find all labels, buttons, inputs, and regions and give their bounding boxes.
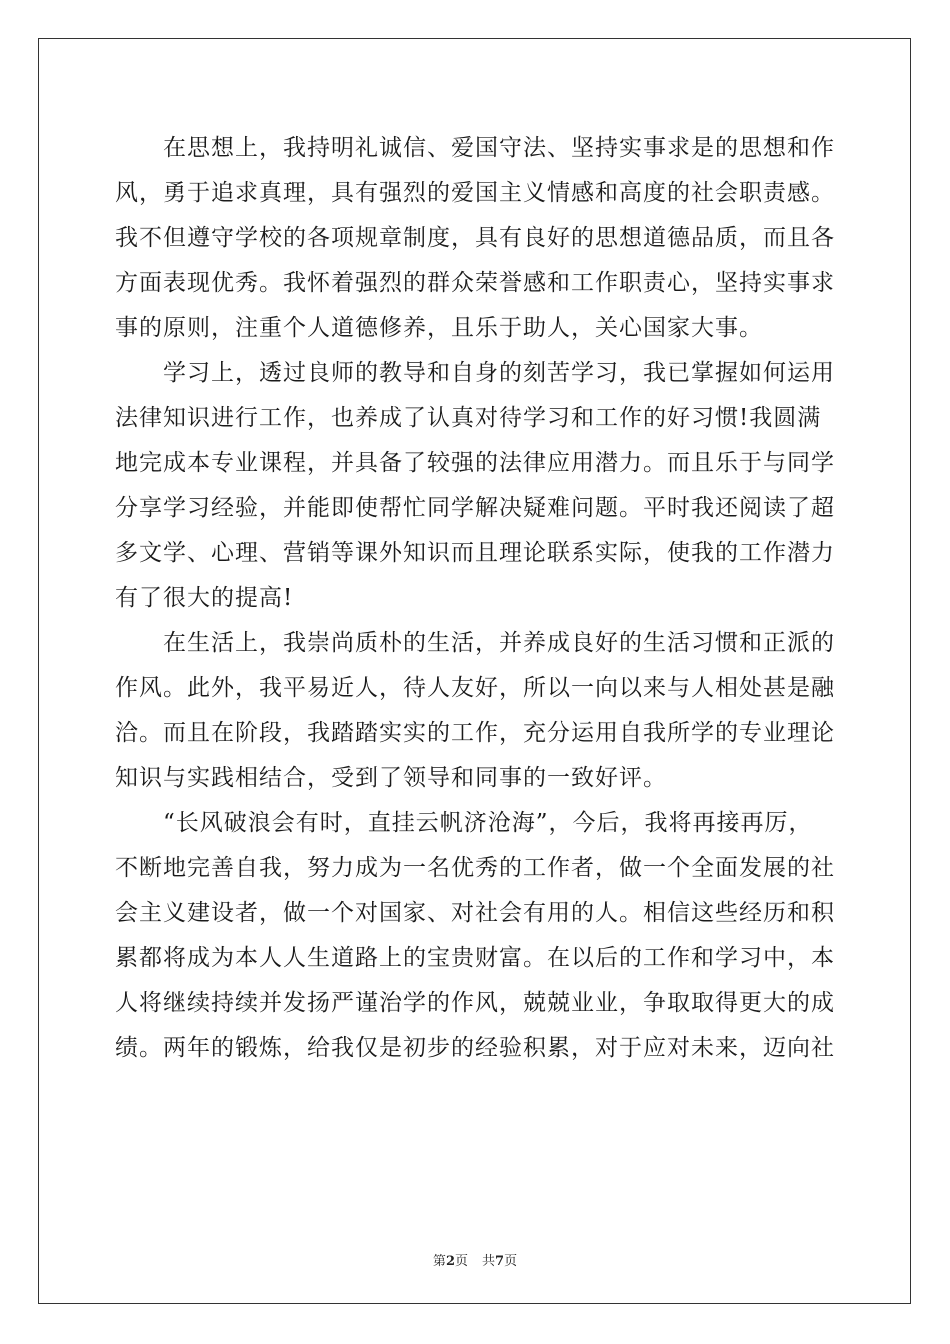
paragraph-line: 多文学、心理、营销等课外知识而且理论联系实际，使我的工作潜力 bbox=[115, 540, 835, 566]
paragraph-line: 会主义建设者，做一个对国家、对社会有用的人。相信这些经历和积 bbox=[115, 900, 835, 926]
paragraph-line: 在生活上，我崇尚质朴的生活，并养成良好的生活习惯和正派的 bbox=[163, 630, 835, 656]
paragraph-line: 累都将成为本人人生道路上的宝贵财富。在以后的工作和学习中，本 bbox=[115, 945, 835, 971]
paragraph-line: 在思想上，我持明礼诚信、爱国守法、坚持实事求是的思想和作 bbox=[163, 135, 835, 161]
document-body bbox=[115, 126, 835, 1071]
paragraph-line: 法律知识进行工作，也养成了认真对待学习和工作的好习惯!我圆满 bbox=[115, 405, 822, 431]
paragraph-line: “长风破浪会有时，直挂云帆济沧海”，今后，我将再接再厉， bbox=[163, 810, 813, 836]
paragraph-line: 洽。而且在阶段，我踏踏实实的工作，充分运用自我所学的专业理论 bbox=[115, 720, 835, 746]
paragraph-line: 事的原则，注重个人道德修养，且乐于助人，关心国家大事。 bbox=[115, 315, 763, 341]
paragraph-line: 有了很大的提高! bbox=[115, 585, 294, 611]
paragraph-line: 分享学习经验，并能即使帮忙同学解决疑难问题。平时我还阅读了超 bbox=[115, 495, 835, 521]
page-label-suffix: 页 bbox=[454, 1254, 468, 1269]
total-label-suffix: 页 bbox=[504, 1254, 518, 1269]
page-footer bbox=[0, 1250, 950, 1269]
page-number: 2 bbox=[445, 1254, 455, 1269]
page-label-prefix: 第 bbox=[432, 1254, 446, 1269]
paragraph-line: 风，勇于追求真理，具有强烈的爱国主义情感和高度的社会职责感。 bbox=[115, 180, 835, 206]
paragraph-line: 不断地完善自我，努力成为一名优秀的工作者，做一个全面发展的社 bbox=[115, 855, 835, 881]
paragraph-line: 作风。此外，我平易近人，待人友好，所以一向以来与人相处甚是融 bbox=[115, 675, 835, 701]
paragraph-line: 绩。两年的锻炼，给我仅是初步的经验积累，对于应对未来，迈向社 bbox=[115, 1035, 835, 1061]
paragraph-line: 地完成本专业课程，并具备了较强的法律应用潜力。而且乐于与同学 bbox=[115, 450, 835, 476]
paragraph-line: 我不但遵守学校的各项规章制度，具有良好的思想道德品质，而且各 bbox=[115, 225, 835, 251]
total-label-prefix: 共 bbox=[482, 1254, 496, 1269]
paragraph-line: 学习上，透过良师的教导和自身的刻苦学习，我已掌握如何运用 bbox=[163, 360, 835, 386]
paragraph-line: 知识与实践相结合，受到了领导和同事的一致好评。 bbox=[115, 765, 667, 791]
paragraph-line: 方面表现优秀。我怀着强烈的群众荣誉感和工作职责心，坚持实事求 bbox=[115, 270, 835, 296]
total-pages: 7 bbox=[495, 1254, 505, 1269]
paragraph-line: 人将继续持续并发扬严谨治学的作风，兢兢业业，争取取得更大的成 bbox=[115, 990, 835, 1016]
